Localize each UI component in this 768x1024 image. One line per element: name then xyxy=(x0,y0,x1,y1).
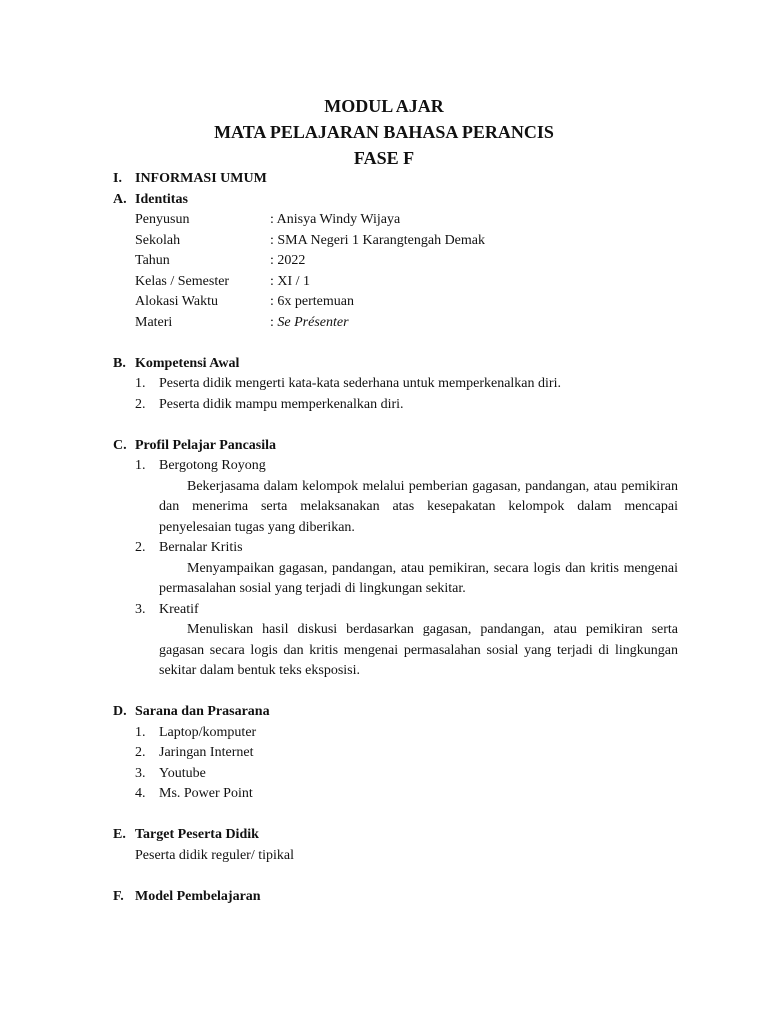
list-text: Ms. Power Point xyxy=(159,786,253,801)
title-line-2: MATA PELAJARAN BAHASA PERANCIS xyxy=(214,122,554,142)
identity-row-penyusun xyxy=(135,210,678,231)
kompetensi-list xyxy=(113,374,678,415)
identity-label: Kelas / Semester xyxy=(135,273,230,289)
identity-label: Alokasi Waktu xyxy=(135,294,218,309)
list-number: 2. xyxy=(135,396,146,412)
list-text: Bernalar Kritis xyxy=(159,540,243,555)
section-title: Kompetensi Awal xyxy=(135,355,240,371)
document-body xyxy=(113,169,678,907)
section-heading-kompetensi-awal xyxy=(113,354,678,375)
list-number: 1. xyxy=(135,458,146,473)
spacer xyxy=(113,805,678,826)
identity-label: Tahun xyxy=(135,253,170,268)
list-number: 1. xyxy=(135,376,146,391)
list-item xyxy=(135,538,678,559)
identity-value: : Se Présenter xyxy=(270,313,349,334)
identity-label: Penyusun xyxy=(135,212,190,227)
identity-value: : 6x pertemuan xyxy=(270,292,354,313)
section-heading-sarana xyxy=(113,702,678,723)
profil-description: Menuliskan hasil diskusi berdasarkan gagasan, pandangan, atau pemikiran serta gagasan secara logis dan kritis mengenai permasalahan sosial yang terjadi di lingkungan sekitar dalam bentuk teks eksposisi. xyxy=(159,622,678,678)
identity-table xyxy=(113,210,678,333)
section-number: C. xyxy=(113,437,127,453)
identity-row-alokasi xyxy=(135,292,678,313)
spacer xyxy=(113,682,678,703)
profil-list xyxy=(113,600,678,621)
identity-label: Sekolah xyxy=(135,232,181,248)
identity-label: Materi xyxy=(135,314,173,330)
list-number: 3. xyxy=(135,765,146,781)
identity-value: : 2022 xyxy=(270,251,305,272)
identity-row-kelas xyxy=(135,272,678,293)
section-title: Sarana dan Prasarana xyxy=(135,704,270,719)
identity-value: : XI / 1 xyxy=(270,272,310,293)
section-number: A. xyxy=(113,191,127,207)
section-heading-profil-pelajar xyxy=(113,436,678,457)
list-item xyxy=(135,723,678,744)
list-number: 2. xyxy=(135,540,146,555)
list-text: Peserta didik mampu memperkenalkan diri. xyxy=(159,396,404,412)
section-heading-identitas xyxy=(113,190,678,211)
list-text: Bergotong Royong xyxy=(159,458,266,473)
profil-description: Menyampaikan gagasan, pandangan, atau pemikiran, secara logis dan kritis mengenai permasalahan sosial yang terjadi di lingkungan sekitar. xyxy=(159,560,678,596)
profil-description: Bekerjasama dalam kelompok melalui pemberian gagasan, pandangan, atau pemikiran dan menerima serta melaksanakan atas kesepakatan kelompok dalam mencapai penyelesaian tugas yang diberikan. xyxy=(159,478,678,535)
target-text: Peserta didik reguler/ tipikal xyxy=(135,847,295,863)
list-text: Jaringan Internet xyxy=(159,745,254,760)
section-title: INFORMASI UMUM xyxy=(135,171,267,186)
list-item xyxy=(135,456,678,477)
list-item xyxy=(135,784,678,805)
list-item xyxy=(135,374,678,395)
section-number: D. xyxy=(113,704,127,719)
list-text: Peserta didik mengerti kata-kata sederhana untuk memperkenalkan diri. xyxy=(159,376,561,391)
title-line-1: MODUL AJAR xyxy=(324,96,444,116)
list-number: 2. xyxy=(135,745,146,760)
list-number: 4. xyxy=(135,786,146,801)
document-title xyxy=(0,93,768,171)
list-number: 3. xyxy=(135,601,146,617)
profil-list xyxy=(113,538,678,559)
list-item xyxy=(135,395,678,416)
identity-row-materi xyxy=(135,313,678,334)
identity-row-tahun xyxy=(135,251,678,272)
list-item xyxy=(135,600,678,621)
list-text: Laptop/komputer xyxy=(159,724,257,740)
section-title: Profil Pelajar Pancasila xyxy=(135,437,277,453)
section-title: Identitas xyxy=(135,191,188,207)
section-heading-model xyxy=(113,887,678,908)
section-number: B. xyxy=(113,355,126,371)
sarana-list xyxy=(113,723,678,805)
spacer xyxy=(113,866,678,887)
identity-value: : SMA Negeri 1 Karangtengah Demak xyxy=(270,231,485,252)
section-heading-informasi-umum xyxy=(113,169,678,190)
section-number: F. xyxy=(113,888,124,904)
list-number: 1. xyxy=(135,724,146,740)
list-item xyxy=(135,743,678,764)
section-title: Target Peserta Didik xyxy=(135,827,259,842)
spacer xyxy=(113,415,678,436)
spacer xyxy=(113,333,678,354)
profil-list xyxy=(113,456,678,477)
section-number: E. xyxy=(113,827,126,842)
section-title: Model Pembelajaran xyxy=(135,888,261,904)
section-heading-target xyxy=(113,825,678,846)
list-item xyxy=(135,764,678,785)
list-text: Youtube xyxy=(159,765,206,781)
identity-row-sekolah xyxy=(135,231,678,252)
section-number: I. xyxy=(113,171,122,186)
title-line-3: FASE F xyxy=(353,148,415,168)
identity-value: : Anisya Windy Wijaya xyxy=(270,210,400,231)
list-text: Kreatif xyxy=(159,601,199,617)
